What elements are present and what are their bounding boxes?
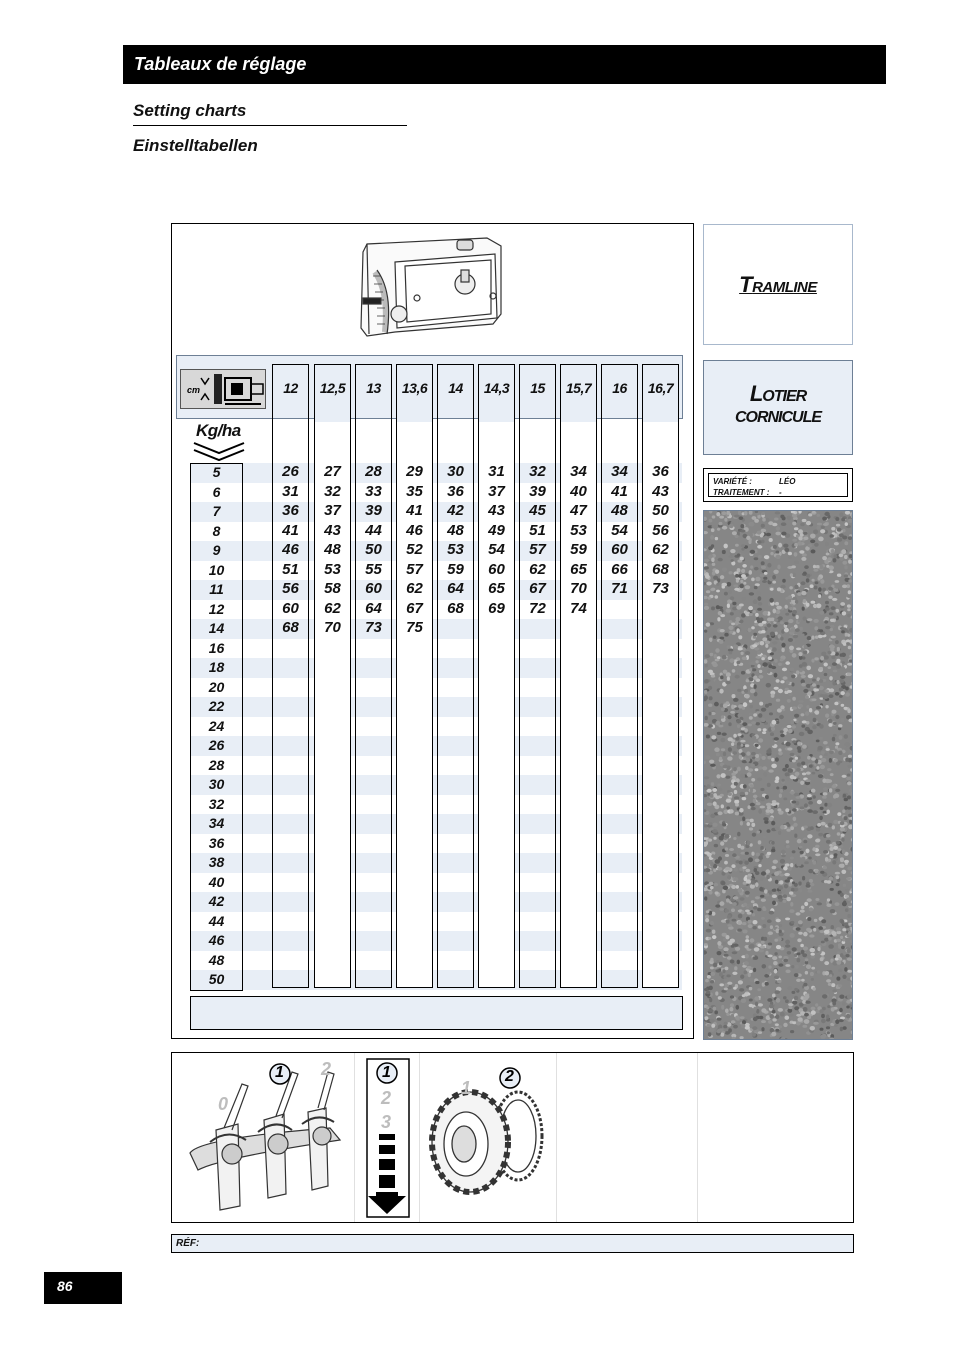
rate-label: 42	[208, 893, 225, 909]
seed-cup-icon	[181, 370, 265, 408]
table-cell: 51	[282, 560, 299, 578]
rate-label: 44	[208, 912, 225, 929]
reference-bar	[171, 1234, 854, 1253]
rate-label: 12	[208, 600, 225, 617]
table-cell: 48	[447, 521, 464, 539]
rate-label: 7	[212, 503, 221, 519]
table-cell: 34	[570, 463, 587, 480]
table-cell: 27	[324, 463, 341, 480]
column-header: 14	[448, 380, 463, 396]
table-cell: 65	[488, 580, 505, 597]
table-cell: 60	[488, 560, 505, 578]
rate-label: 48	[208, 951, 225, 968]
table-cell: 64	[365, 599, 382, 617]
table-cell: 66	[611, 560, 628, 578]
divider	[419, 1053, 420, 1222]
tramline-label: TRAMLINE	[739, 271, 817, 297]
rate-label: 6	[212, 483, 221, 500]
table-column	[396, 364, 433, 988]
treatment-value: -	[779, 488, 782, 497]
table-cell: 68	[652, 560, 669, 578]
table-cell: 44	[365, 521, 382, 539]
table-cell: 32	[324, 482, 341, 500]
table-cell: 45	[529, 502, 546, 519]
table-cell: 28	[365, 463, 382, 480]
table-column	[355, 364, 392, 988]
metering-unit-illustration	[355, 232, 515, 350]
table-cell: 68	[282, 619, 299, 636]
table-cell: 56	[652, 521, 669, 539]
crop-name-line2: CORNICULE	[734, 409, 822, 426]
table-cell: 36	[282, 502, 299, 519]
table-cell: 52	[406, 541, 423, 558]
table-cell: 30	[447, 463, 464, 480]
rate-label: 10	[208, 561, 225, 578]
rate-label: 5	[212, 464, 221, 480]
rate-label: 28	[208, 756, 225, 773]
table-cell: 48	[611, 502, 628, 519]
table-column	[642, 364, 679, 988]
page-number: 86	[44, 1272, 122, 1304]
agitator-setting-illustration	[180, 1058, 350, 1220]
agitator-position-0: 0	[218, 1094, 229, 1114]
table-cell: 65	[570, 560, 587, 578]
divider	[697, 1053, 698, 1222]
table-cell: 58	[324, 580, 341, 597]
table-cell: 36	[652, 463, 669, 480]
table-cell: 42	[447, 502, 464, 519]
table-cell: 70	[324, 619, 341, 636]
table-cell: 54	[488, 541, 505, 558]
rate-label: 32	[208, 795, 225, 812]
table-cell: 39	[529, 482, 546, 500]
table-cell: 32	[529, 463, 546, 480]
table-cell: 26	[282, 463, 299, 480]
seed-texture-image	[704, 511, 853, 1040]
rate-label: 9	[212, 542, 221, 558]
rate-label: 22	[208, 698, 225, 714]
rate-label: 34	[208, 815, 225, 831]
column-header: 14,3	[483, 380, 510, 396]
table-cell: 54	[611, 521, 628, 539]
table-cell: 31	[282, 482, 299, 500]
variety-panel	[703, 468, 853, 502]
subtitle-underline	[133, 125, 407, 126]
table-cell: 35	[406, 482, 423, 500]
seed-photo	[703, 510, 853, 1040]
table-column	[601, 364, 638, 988]
rate-label: 36	[208, 834, 225, 851]
column-header: 13,6	[401, 380, 428, 396]
table-cell: 37	[488, 482, 505, 500]
table-cell: 57	[406, 560, 423, 578]
unit-label: cm	[187, 385, 201, 395]
table-cell: 62	[652, 541, 669, 558]
variety-value: LÉO	[779, 477, 796, 486]
table-column	[478, 364, 515, 988]
table-cell: 62	[324, 599, 341, 617]
rate-label: 24	[208, 717, 225, 734]
table-cell: 31	[488, 463, 505, 480]
rate-label: 11	[209, 581, 224, 597]
table-cell: 73	[365, 619, 382, 636]
rate-label: 40	[208, 873, 225, 890]
table-cell: 34	[611, 463, 628, 480]
table-cell: 33	[365, 482, 382, 500]
table-column	[314, 364, 351, 988]
table-cell: 41	[611, 482, 628, 500]
table-cell: 59	[447, 560, 464, 578]
column-header: 12	[283, 380, 298, 396]
flap-position-2: 2	[381, 1088, 392, 1108]
table-cell: 64	[447, 580, 464, 597]
down-chevron-icon	[192, 441, 246, 463]
table-cell: 60	[365, 580, 382, 597]
table-cell: 46	[406, 521, 423, 539]
rate-label: 30	[208, 776, 225, 792]
table-cell: 49	[488, 521, 505, 539]
table-cell: 72	[529, 599, 546, 617]
column-header: 15,7	[565, 380, 592, 396]
table-cell: 47	[570, 502, 587, 519]
rate-unit-label: Kg/ha	[196, 421, 241, 440]
flap-position-1: 1	[382, 1064, 391, 1081]
flap-setting-indicator	[366, 1058, 410, 1218]
gear-wheel-illustration	[426, 1062, 552, 1216]
rate-label: 50	[208, 971, 225, 987]
unit-indicator	[180, 369, 266, 409]
subtitle-german: Einstelltabellen	[133, 136, 258, 155]
table-cell: 60	[611, 541, 628, 558]
subtitle-english: Setting charts	[133, 101, 247, 120]
table-cell: 46	[282, 541, 299, 558]
table-cell: 37	[324, 502, 341, 519]
table-cell: 50	[652, 502, 669, 519]
table-cell: 75	[406, 619, 423, 636]
table-cell: 56	[282, 580, 299, 597]
column-header: 16,7	[647, 380, 674, 396]
table-cell: 74	[570, 599, 587, 617]
divider	[556, 1053, 557, 1222]
rate-label: 26	[208, 737, 225, 753]
table-cell: 41	[406, 502, 423, 519]
rate-label: 14	[208, 620, 225, 636]
column-header: 15	[530, 380, 545, 396]
table-cell: 67	[529, 580, 546, 597]
wheel-position-2: 2	[505, 1068, 514, 1085]
table-cell: 40	[570, 482, 587, 500]
table-cell: 67	[406, 599, 423, 617]
table-cell: 57	[529, 541, 546, 558]
table-cell: 50	[365, 541, 382, 558]
table-cell: 48	[324, 541, 341, 558]
rate-label: 38	[208, 854, 225, 870]
agitator-position-1: 1	[275, 1064, 284, 1081]
rate-label: 46	[208, 932, 225, 948]
rate-label: 18	[208, 659, 225, 675]
table-cell: 43	[488, 502, 505, 519]
table-cell: 53	[324, 560, 341, 578]
table-column	[272, 364, 309, 988]
table-cell: 53	[570, 521, 587, 539]
table-cell: 36	[447, 482, 464, 500]
wheel-position-1: 1	[461, 1078, 472, 1098]
column-header: 16	[612, 380, 627, 396]
reference-label: RÉF:	[176, 1238, 200, 1249]
rate-label: 8	[212, 522, 221, 539]
rate-label: 16	[208, 639, 225, 656]
treatment-label: TRAITEMENT :	[713, 488, 770, 497]
variety-label: VARIÉTÉ :	[713, 477, 752, 486]
table-cell: 59	[570, 541, 587, 558]
table-column	[437, 364, 474, 988]
table-cell: 43	[324, 521, 341, 539]
table-cell: 51	[529, 521, 546, 539]
table-cell: 60	[282, 599, 299, 617]
column-header: 13	[366, 380, 381, 396]
crop-name-line1: LOTIER	[749, 381, 807, 406]
agitator-position-2: 2	[321, 1059, 332, 1079]
rate-label: 20	[208, 678, 225, 695]
table-cell: 55	[365, 560, 382, 578]
crop-name-panel	[703, 360, 853, 455]
table-cell: 41	[282, 521, 299, 539]
table-cell: 62	[406, 580, 423, 597]
flap-position-3: 3	[381, 1112, 392, 1132]
table-cell: 73	[652, 580, 669, 597]
table-cell: 62	[529, 560, 546, 578]
table-cell: 29	[406, 463, 423, 480]
table-cell: 70	[570, 580, 587, 597]
table-footer-bar	[190, 996, 683, 1030]
table-cell: 68	[447, 599, 464, 617]
column-header: 12,5	[319, 380, 346, 396]
table-cell: 53	[447, 541, 464, 558]
table-cell: 69	[488, 599, 505, 617]
table-column	[560, 364, 597, 988]
table-column	[519, 364, 556, 988]
tramline-panel	[703, 224, 853, 345]
table-cell: 43	[652, 482, 669, 500]
table-cell: 71	[611, 580, 628, 597]
divider	[354, 1053, 355, 1222]
table-cell: 39	[365, 502, 382, 519]
page-header-bar: Tableaux de réglage	[123, 45, 886, 84]
